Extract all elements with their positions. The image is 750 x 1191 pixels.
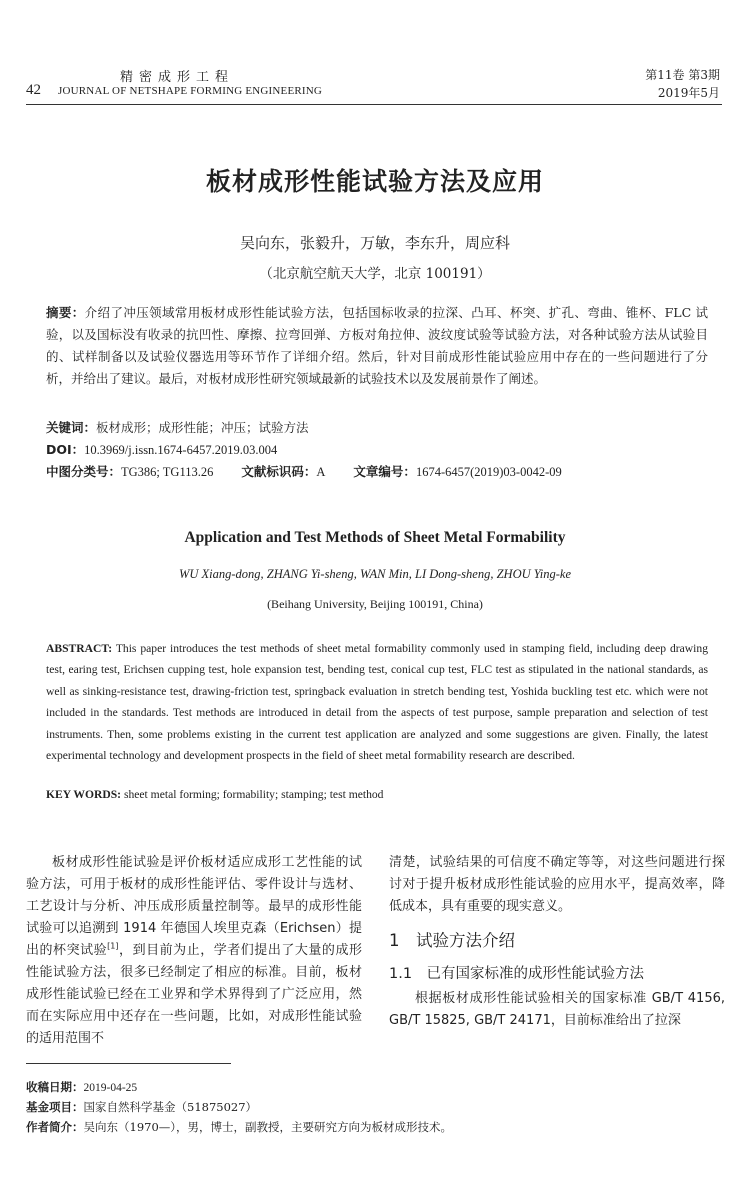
body-column-left: [26, 852, 362, 1050]
clc-label: 中图分类号：: [46, 464, 122, 479]
abstract-cn-text: 介绍了冲压领域常用板材成形性能试验方法，包括国标收录的拉深、凸耳、杯突、扩孔、弯曲、锥杯、FLC 试验，以及国标没有收录的抗凹性、摩擦、拉弯回弹、方板对角拉伸、波纹度试验等试验方法，对各种试验方法从试验目的、试样制备以及试验仪器选用等环节作了详细介绍。然后，针对目前成形性能试验应用中存在的一些问题进行了分析，并给出了建议。最后，对板材成形性研究领域最新的试验技术以及发展前景作了阐述。: [46, 305, 708, 386]
footnote-received: [26, 1077, 137, 1098]
article-number-value: 1674-6457(2019)03-0042-09: [415, 465, 562, 479]
intro-text-a: 板材成形性能试验是评价板材适应成形工艺性能的试验方法，可用于板材的成形性能评估、零件设计与选材、工艺设计与分析、冲压成形质量控制等。最早的成形性能试验可以追溯到 1914 年德国人埃里克森（Erichsen）提出的杯突试验: [26, 855, 362, 958]
fund-text: 国家自然科学基金（51875027）: [83, 1100, 258, 1114]
doi-value[interactable]: 10.3969/j.issn.1674-6457.2019.03.004: [84, 443, 278, 457]
header-rule: [26, 104, 722, 105]
author-bio-text: 吴向东（1970—），男，博士，副教授，主要研究方向为板材成形技术。: [83, 1120, 453, 1134]
keywords-cn-label: 关键词：: [46, 420, 97, 435]
footnote-fund: [26, 1097, 257, 1117]
citation-1[interactable]: [1]: [107, 941, 119, 951]
received-label: 收稿日期：: [26, 1080, 84, 1094]
intro-paragraph: [26, 852, 362, 1050]
article-number-label: 文章编号：: [353, 464, 416, 479]
keywords-cn: [46, 417, 708, 439]
keywords-en-text: sheet metal forming; formability; stamping; test method: [121, 788, 384, 801]
journal-name-cn: 精密成形工程: [120, 70, 235, 85]
author-bio-label: 作者简介：: [26, 1120, 84, 1134]
abstract-en-label: ABSTRACT:: [46, 642, 113, 655]
abstract-en: [46, 638, 708, 766]
page-number: 42: [26, 82, 41, 98]
abstract-en-text: This paper introduces the test methods of sheet metal formability commonly used in stamping field, including deep drawing test, earing test, Erichsen cupping test, hole expansion test, bending test, conical cup test, FLC test as stipulated in the national standards, as well as sinking-resistance test, drawing-friction test, springback evaluation in stretch bending test, Yoshida buckling test etc. which were not included in the standards. Test methods are introduced in detail from the aspects of test purpose, sample preparation and selection of test instruments. Then, some problems existing in the current test application are analyzed and some suggestions are given. Finally, the latest experimental technology and development prospects in the field of sheet metal formability research are described.: [46, 642, 708, 763]
classification-line: [46, 461, 708, 483]
affiliation-cn: （北京航空航天大学，北京 100191）: [259, 266, 491, 282]
footnote-rule: [26, 1063, 231, 1064]
keywords-en: [46, 784, 708, 805]
keywords-cn-text: 板材成形；成形性能；冲压；试验方法: [96, 420, 309, 435]
section-heading-1-1: 1.1 已有国家标准的成形性能试验方法: [389, 966, 645, 982]
keywords-en-label: KEY WORDS:: [46, 788, 122, 801]
affiliation-en: (Beihang University, Beijing 100191, China): [267, 597, 483, 611]
doc-code-value: A: [316, 465, 326, 479]
volume-issue: 第11卷 第3期: [645, 68, 720, 82]
doc-code-label: 文献标识码：: [241, 464, 317, 479]
doi: [46, 439, 708, 461]
intro-continued: 清楚，试验结果的可信度不确定等等，对这些问题进行探讨对于提升板材成形性能试验的应用水平，提高效率，降低成本，具有重要的现实意义。: [389, 855, 725, 914]
section-heading-1: 1 试验方法介绍: [389, 931, 515, 950]
doi-label: DOI：: [46, 442, 85, 457]
abstract-cn: [46, 302, 708, 390]
paper-title-en: Application and Test Methods of Sheet Metal Formability: [184, 529, 566, 546]
body-column-right: [389, 852, 725, 1032]
received-date: 2019-04-25: [83, 1082, 138, 1094]
journal-name-en: JOURNAL OF NETSHAPE FORMING ENGINEERING: [58, 85, 323, 97]
paper-title-cn: 板材成形性能试验方法及应用: [205, 167, 544, 196]
abstract-cn-label: 摘要：: [46, 305, 85, 320]
authors-cn: 吴向东，张毅升，万敏，李东升，周应科: [239, 234, 510, 252]
issue-date: 2019年5月: [657, 86, 720, 100]
intro-text-b: ，到目前为止，学者们提出了大量的成形性能试验方法，很多已经制定了相应的标准。目前，板材成形性能试验已经在工业界和学术界得到了广泛应用，然而在实际应用中还存在一些问题，比如，对成形性能试验的适用范围不: [26, 943, 362, 1046]
section-1-1-paragraph: 根据板材成形性能试验相关的国家标准 GB/T 4156, GB/T 15825, GB/T 24171，目前标准给出了拉深: [389, 991, 725, 1028]
fund-label: 基金项目：: [26, 1100, 84, 1114]
clc-value: TG386; TG113.26: [121, 465, 214, 479]
authors-en: WU Xiang-dong, ZHANG Yi-sheng, WAN Min, LI Dong-sheng, ZHOU Ying-ke: [178, 567, 572, 581]
footnote-author: [26, 1117, 452, 1137]
